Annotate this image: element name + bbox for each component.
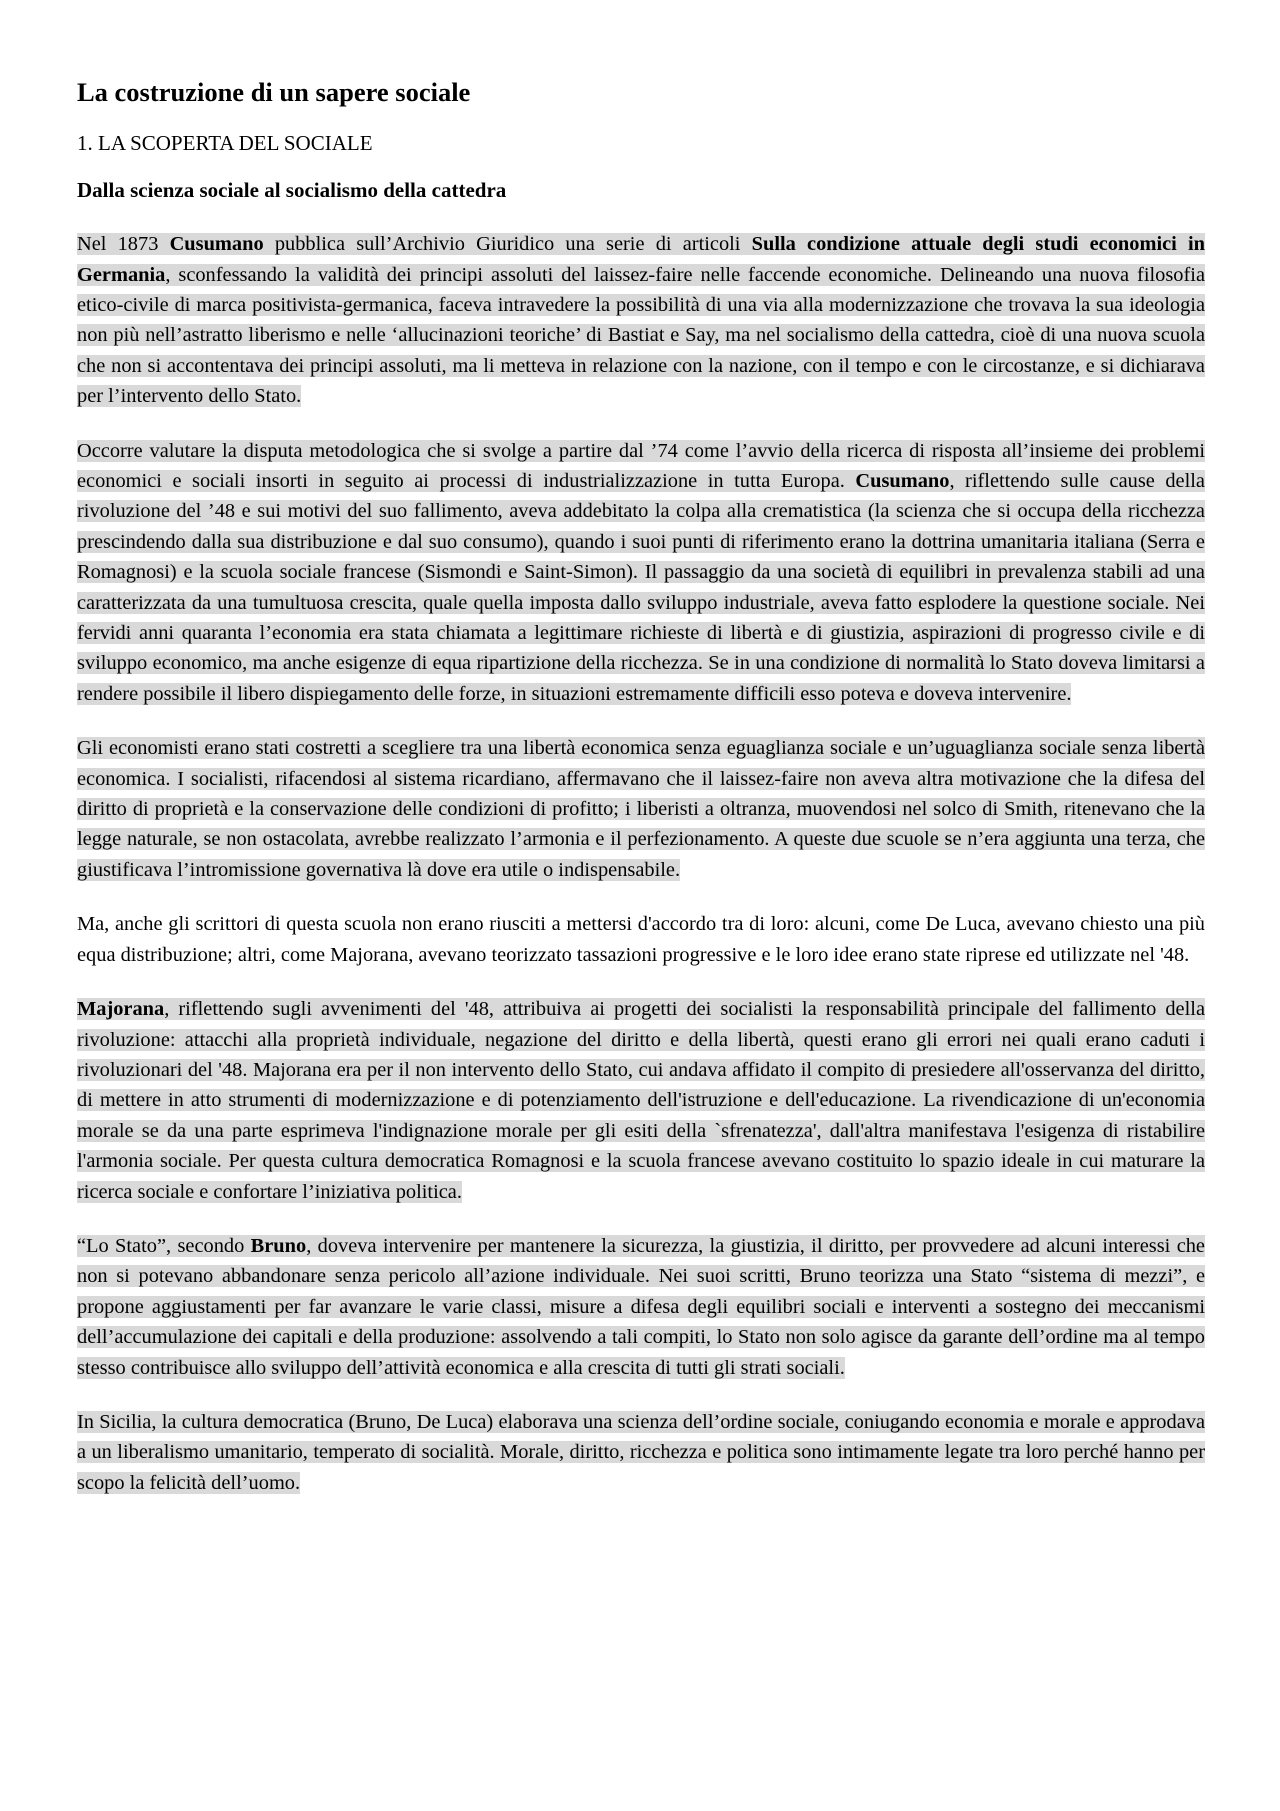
paragraph-1 bbox=[77, 229, 1205, 411]
paragraph-2 bbox=[77, 436, 1205, 710]
paragraph-4-text-1: Ma, anche gli scrittori di questa scuola non erano riusciti a mettersi d'accordo tra di loro: alcuni, come De Luca, avevano chiesto una più equa distribuzione; altri, come Majorana, avevano teorizzato tassazioni progressive e le loro idee erano state riprese ed utilizzate nel '48. bbox=[77, 913, 1205, 966]
paragraph-1-text-2: pubblica sull’Archivio Giuridico una serie di articoli bbox=[263, 233, 752, 256]
paragraph-5-highlight bbox=[77, 998, 1205, 1202]
paragraph-6-bold-bruno: Bruno bbox=[250, 1234, 307, 1257]
paragraph-6-highlight bbox=[77, 1235, 1205, 1379]
paragraph-5-text-1: , riflettendo sugli avvenimenti del '48, attribuiva ai progetti dei socialisti la responsabilità principale del fallimento della rivoluzione: attacchi alla proprietà individuale, negazione del diritto e della libertà, questi erano gli errori nei quali erano caduti i rivoluzionari del '48. Majorana era per il non intervento dello Stato, cui andava affidato il compito di presiedere all'osservanza del diritto, di mettere in atto strumenti di modernizzazione e di potenziamento dell'istruzione e dell'educazione. La rivendicazione di un'economia morale se da una parte esprimeva l'indignazione morale per gli esiti della `sfrenatezza', dall'altra manifestava l'esigenza di ristabilire l'armonia sociale. Per questa cultura democratica Romagnosi e la scuola francese avevano costituito lo spazio ideale in cui maturare la ricerca sociale e confortare l’iniziativa politica. bbox=[77, 998, 1205, 1203]
paragraph-4 bbox=[77, 909, 1205, 970]
paragraph-3 bbox=[77, 733, 1205, 885]
section-heading: 1. LA SCOPERTA DEL SOCIALE bbox=[77, 130, 373, 155]
paragraph-2-text-2: , riflettendo sulle cause della rivoluzione del ’48 e sui motivi del suo fallimento, aveva addebitato la colpa alla crematistica (la scienza che si occupa della ricchezza prescindendo dalla sua distribuzione e dal suo consumo), quando i suoi punti di riferimento erano la dottrina umanitaria italiana (Serra e Romagnosi) e la scuola sociale francese (Sismondi e Saint-Simon). Il passaggio da una società di equilibri in prevalenza stabili ad una caratterizzata da una tumultuosa crescita, quale quella imposta dallo sviluppo industriale, aveva fatto esplodere la questione sociale. Nei fervidi anni quaranta l’economia era stata chiamata a legittimare richieste di libertà e di giustizia, aspirazioni di progresso civile e di sviluppo economico, ma anche esigenze di equa ripartizione della ricchezza. Se in una condizione di normalità lo Stato doveva limitarsi a rendere possibile il libero dispiegamento delle forze, in situazioni estremamente difficili esso poteva e doveva intervenire. bbox=[77, 470, 1205, 705]
paragraph-1-highlight bbox=[77, 233, 1205, 407]
paragraph-6-text-1: “Lo Stato”, secondo bbox=[77, 1234, 251, 1257]
paragraph-5-bold-majorana: Majorana bbox=[77, 998, 165, 1021]
paragraph-1-text-1: Nel 1873 bbox=[77, 233, 170, 256]
paragraph-2-highlight bbox=[77, 440, 1205, 705]
paragraph-1-bold-cusumano: Cusumano bbox=[169, 233, 264, 256]
paragraph-7 bbox=[77, 1407, 1205, 1498]
paragraph-6 bbox=[77, 1231, 1205, 1383]
paragraph-7-highlight bbox=[77, 1411, 1205, 1494]
paragraph-1-bold-title: Sulla condizione attuale degli studi economici in Germania bbox=[77, 233, 1206, 286]
sub-heading: Dalla scienza sociale al socialismo della cattedra bbox=[77, 177, 507, 202]
paragraph-2-text-1: Occorre valutare la disputa metodologica che si svolge a partire dal ’74 come l’avvio della ricerca di risposta all’insieme dei problemi economici e sociali insorti in seguito ai processi di industrializzazione in tutta Europa. bbox=[77, 439, 1205, 493]
paragraph-1-text-3: , sconfessando la validità dei principi assoluti del laissez-faire nelle faccende economiche. Delineando una nuova filosofia etico-civile di marca positivista-germanica, faceva intravedere la possibilità di una via alla modernizzazione che trovava la sua ideologia non più nell’astratto liberismo e nelle ‘allucinazioni teoriche’ di Bastiat e Say, ma nel socialismo della cattedra, cioè di una nuova scuola che non si accontentava dei principi assoluti, ma li metteva in relazione con la nazione, con il tempo e con le circostanze, e si dichiarava per l’intervento dello Stato. bbox=[77, 263, 1205, 408]
paragraph-6-text-2: , doveva intervenire per mantenere la sicurezza, la giustizia, il diritto, per provvedere ad alcuni interessi che non si potevano abbandonare senza pericolo all’azione individuale. Nei suoi scritti, Bruno teorizza una Stato “sistema di mezzi”, e propone aggiustamenti per far avanzare le varie classi, misure a difesa degli equilibri sociali e interventi a sostegno dei meccanismi dell’accumulazione dei capitali e della produzione: assolvendo a tali compiti, lo Stato non solo agisce da garante dell’ordine ma al tempo stesso contribuisce allo sviluppo dell’attività economica e alla crescita di tutti gli strati sociali. bbox=[77, 1234, 1205, 1379]
paragraph-7-text-1: In Sicilia, la cultura democratica (Bruno, De Luca) elaborava una scienza dell’ordine sociale, coniugando economia e morale e approdava a un liberalismo umanitario, temperato di socialità. Morale, diritto, ricchezza e politica sono intimamente legate tra loro perché hanno per scopo la felicità dell’uomo. bbox=[77, 1410, 1205, 1494]
paragraph-2-bold-cusumano: Cusumano bbox=[855, 470, 950, 493]
document-title: La costruzione di un sapere sociale bbox=[77, 77, 471, 107]
document-page bbox=[77, 60, 1205, 1498]
paragraph-5 bbox=[77, 994, 1205, 1207]
paragraph-3-text-1: Gli economisti erano stati costretti a scegliere tra una libertà economica senza eguaglianza sociale e un’uguaglianza sociale senza libertà economica. I socialisti, rifacendosi al sistema ricardiano, affermavano che il laissez-faire non aveva altra motivazione che la difesa del diritto di proprietà e la conservazione delle condizioni di profitto; i liberisti a oltranza, muovendosi nel solco di Smith, ritenevano che la legge naturale, se non ostacolata, avrebbe realizzato l’armonia e il perfezionamento. A queste due scuole se n’era aggiunta una terza, che giustificava l’intromissione governativa là dove era utile o indispensabile. bbox=[77, 737, 1205, 881]
paragraph-3-highlight bbox=[77, 737, 1205, 881]
